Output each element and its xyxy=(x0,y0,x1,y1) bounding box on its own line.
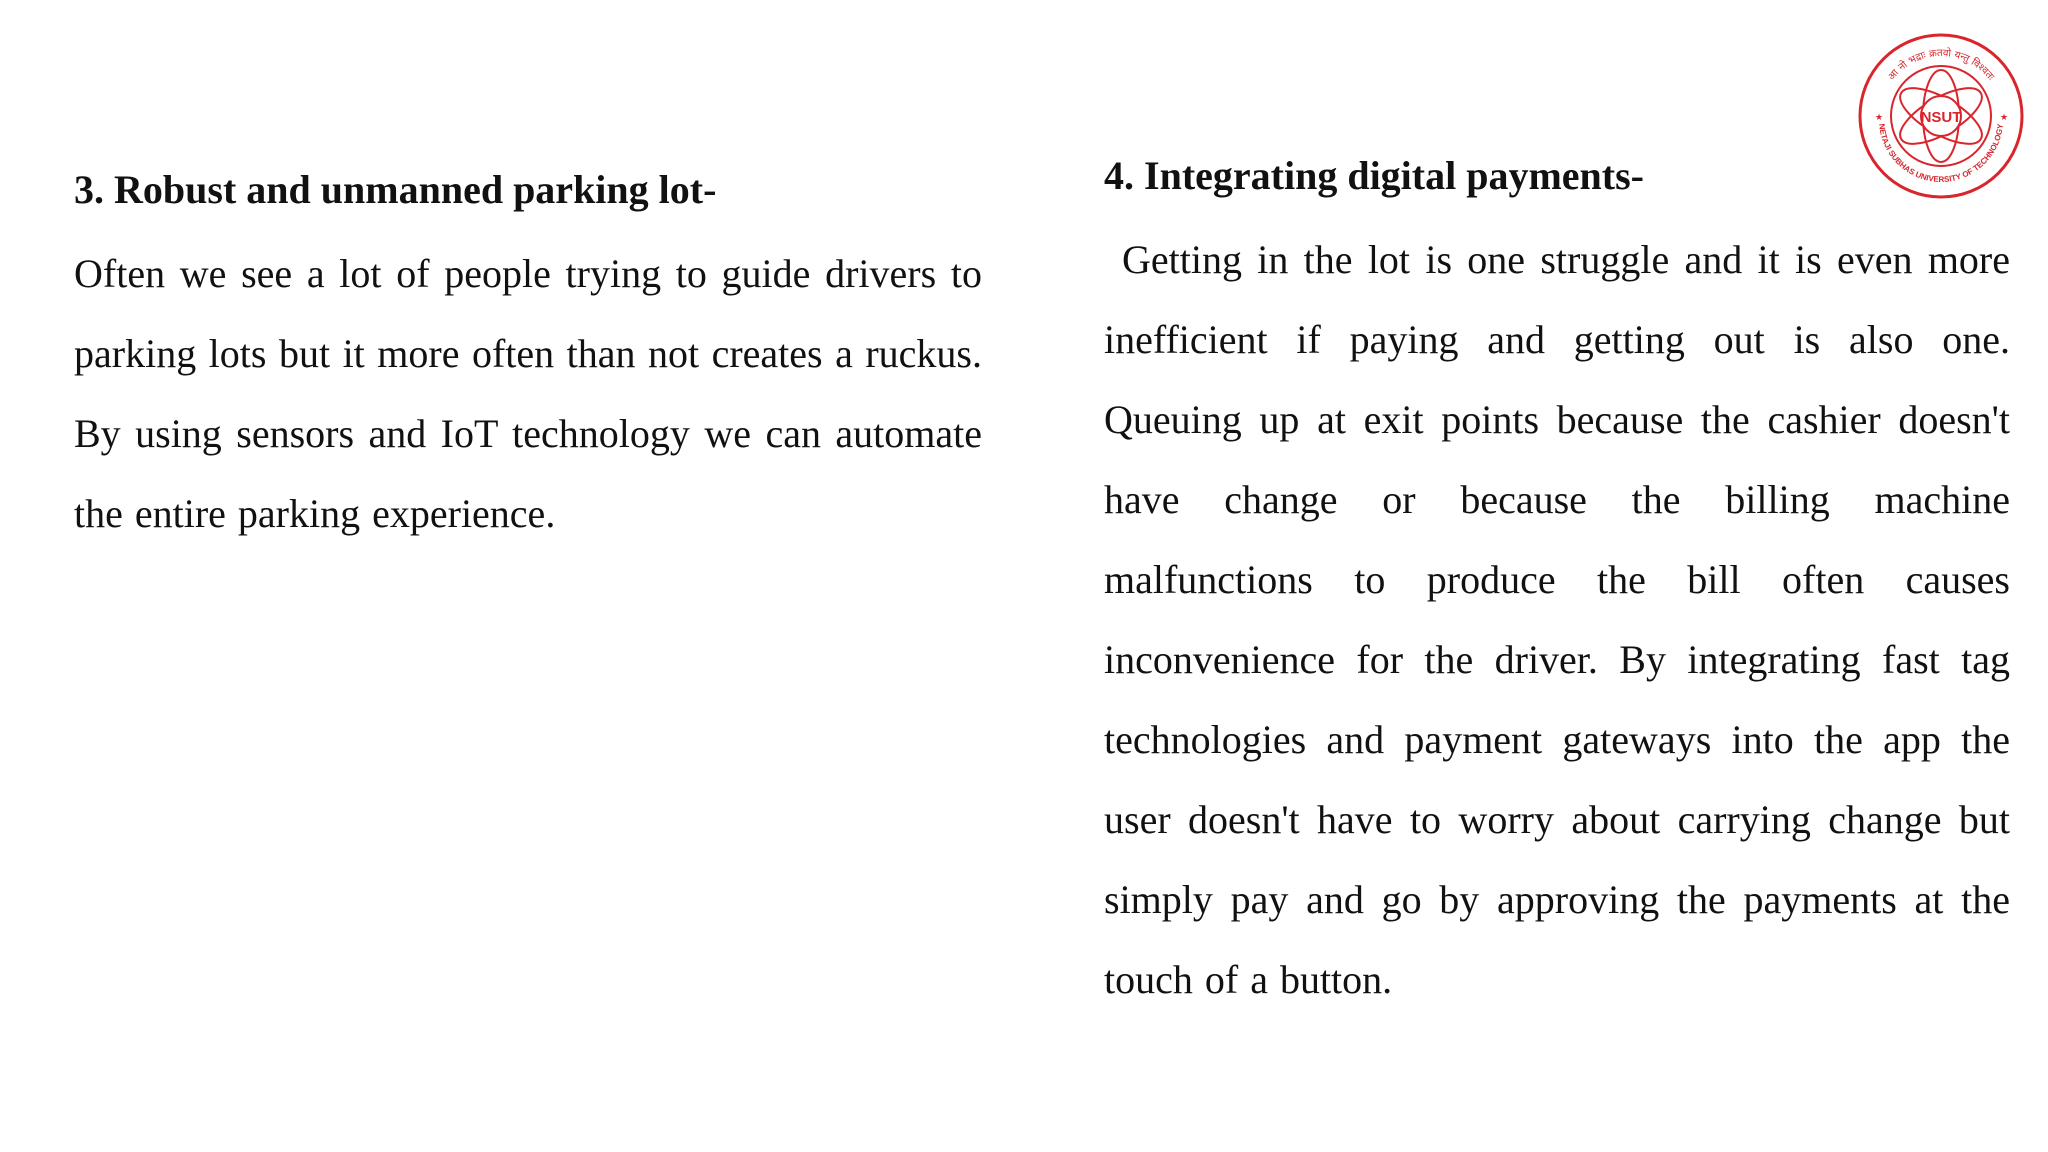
seal-star-right-icon: ★ xyxy=(2000,113,2009,123)
left-body: Often we see a lot of people trying to guide drivers to parking lots but it more often than not creates a ruckus. By using sensors and IoT technology we can automate the entire parking experience. xyxy=(74,251,982,536)
left-column xyxy=(74,162,982,554)
left-heading: 3. Robust and unmanned parking lot- xyxy=(74,167,717,212)
right-heading: 4. Integrating digital payments- xyxy=(1104,153,1644,198)
right-body: Getting in the lot is one struggle and it is even more inefficient if paying and getting out is also one. Queuing up at exit points because the cashier doesn't have change or because the billing machine malfunctions to produce the bill often causes inconvenience for the driver. By integrating fast tag technologies and payment gateways into the app the user doesn't have to worry about carrying change but simply pay and go by approving the payments at the touch of a button. xyxy=(1104,237,2010,1002)
seal-motto-text: आ नो भद्राः क्रतवो यन्तु विश्वतः xyxy=(1886,47,1996,83)
seal-center-text: NSUT xyxy=(1920,109,1962,126)
right-column xyxy=(1104,148,2010,1020)
seal-star-left-icon: ★ xyxy=(1875,113,1884,123)
nsut-seal-svg xyxy=(1855,30,2027,202)
nsut-seal-icon xyxy=(1855,30,2027,202)
seal-ring-text: NETAJI SUBHAS UNIVERSITY OF TECHNOLOGY xyxy=(1877,123,2005,184)
